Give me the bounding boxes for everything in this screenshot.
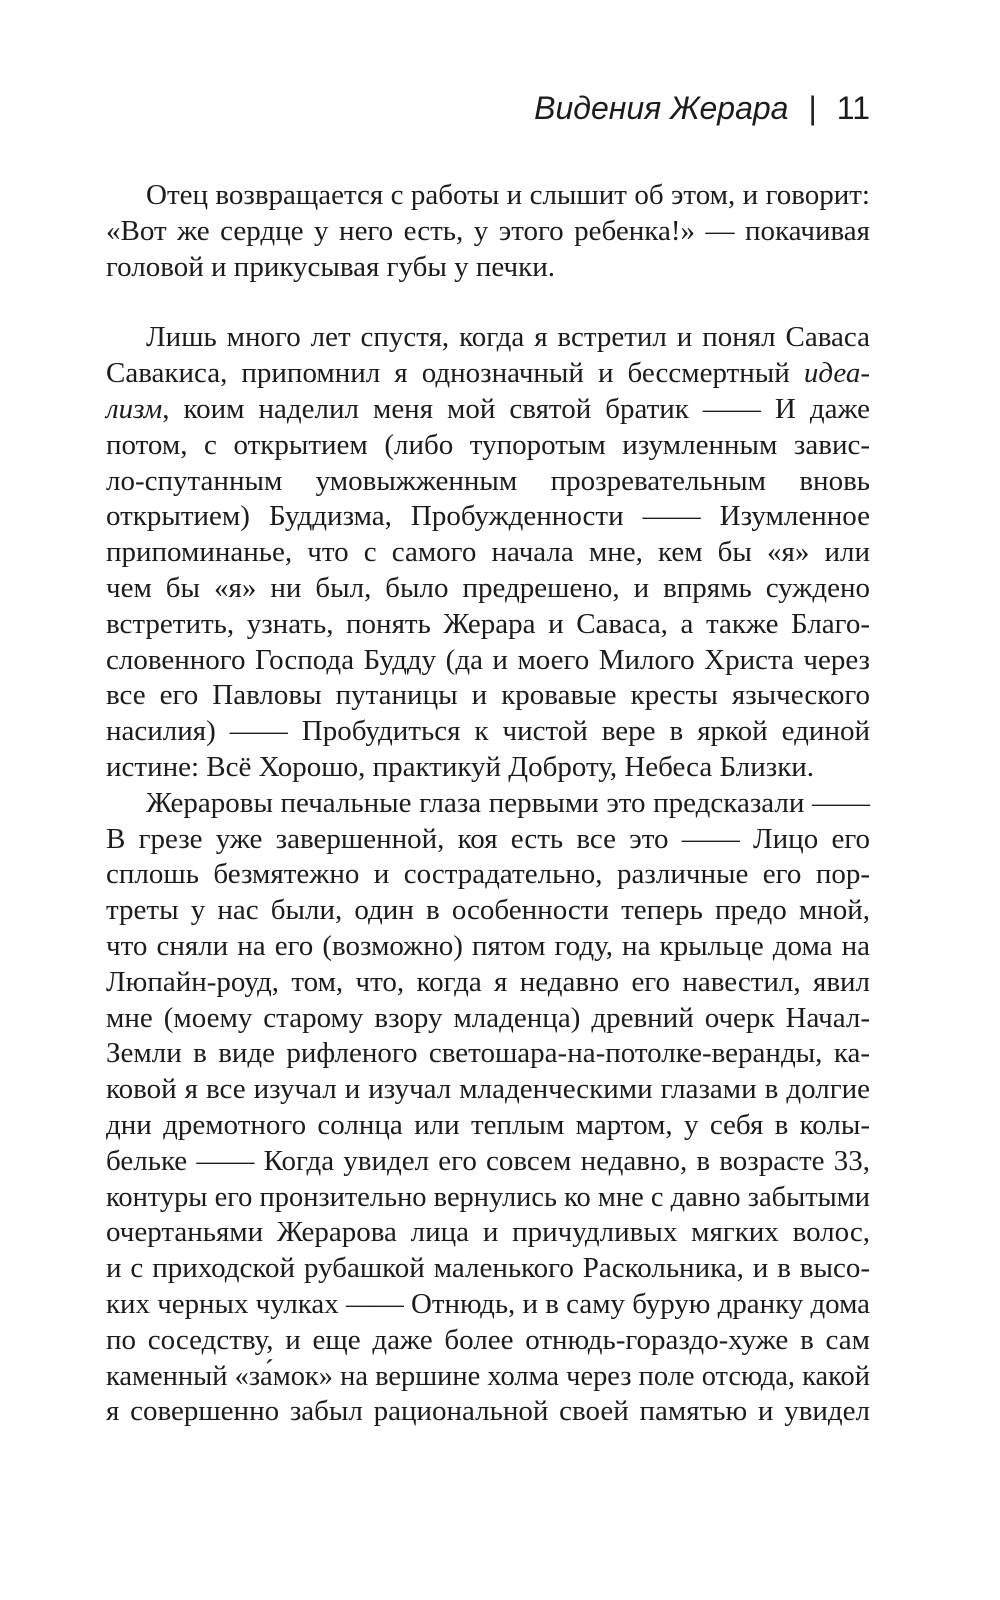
text-line: насилия) —— Пробудиться к чистой вере в яркой единой: [106, 715, 870, 748]
text-line: ло-спутанным умовыжженным прозревательным вновь: [106, 464, 870, 497]
text-line: Люпайн-роуд, том, что, когда я недавно его навестил, явил: [106, 965, 870, 998]
text-run: , коим наделил меня мой святой братик —— И даже: [162, 392, 870, 425]
text-line: потом, с открытием (либо тупоротым изумленным завис-: [106, 428, 870, 461]
text-line: припоминанье, что с самого начала мне, кем бы «я» или: [106, 536, 870, 569]
text-line: встретить, узнать, понять Жерара и Саваса, а также Благо-: [106, 607, 870, 640]
page-number: 11: [836, 90, 870, 126]
text-line: мне (моему старому взору младенца) древний очерк Начал-: [106, 1001, 870, 1034]
italic-word: идеа-: [803, 357, 870, 390]
text-line: ких черных чулках —— Отнюдь, и в саму бурую дранку дома: [106, 1287, 870, 1320]
text-line: Жераровы печальные глаза первыми это предсказали ——: [146, 786, 870, 819]
text-line: ковой я все изучал и изучал младенческими глазами в долгие: [106, 1073, 870, 1106]
text-line: истине: Всё Хорошо, практикуй Доброту, Небеса Близки.: [106, 750, 815, 783]
text-line: чем бы «я» ни был, было предрешено, и впрямь суждено: [106, 571, 870, 604]
text-line: что сняли на его (возможно) пятом году, на крыльце дома на: [106, 929, 870, 962]
text-line: открытием) Буддизма, Пробужденности —— Изумленное: [106, 500, 870, 533]
paragraph-2: [106, 320, 870, 785]
text-line: головой и прикусывая губы у печки.: [106, 250, 556, 283]
text-line: по соседству, и еще даже более отнюдь-гораздо-хуже в сам: [106, 1323, 870, 1356]
text-line: Лишь много лет спустя, когда я встретил и понял Саваса: [146, 321, 870, 354]
italic-word: лизм: [106, 392, 163, 425]
text-line: очертаньями Жерарова лица и причудливых мягких волос,: [106, 1216, 870, 1249]
text-line: В грезе уже завершенной, коя есть все это —— Лицо его: [106, 822, 870, 855]
text-line: сплошь безмятежно и сострадательно, различные его пор-: [106, 858, 870, 891]
text-line: каменный «за́мок» на вершине холма через поле отсюда, какой: [106, 1360, 870, 1392]
running-header: [534, 88, 870, 128]
paragraph-gap: [106, 285, 870, 320]
running-header-title: Видения Жерара: [534, 90, 789, 126]
text-line: словенного Господа Будду (да и моего Милого Христа через: [106, 643, 870, 676]
body-text: [106, 178, 870, 1430]
text-line: я совершенно забыл рациональной своей памятью и увидел: [106, 1395, 870, 1428]
paragraph-3: [106, 786, 870, 1430]
text-line: [106, 356, 870, 392]
text-line: треты у нас были, один в особенности теперь предо мной,: [106, 894, 870, 927]
text-line: бельке —— Когда увидел его совсем недавно, в возрасте 33,: [106, 1144, 870, 1177]
text-line: все его Павловы путаницы и кровавые кресты языческого: [106, 679, 870, 712]
text-run: Савакиса, припомнил я однозначный и бессмертный: [106, 357, 804, 390]
text-line: Отец возвращается с работы и слышит об этом, и говорит:: [146, 179, 870, 211]
header-separator: |: [808, 90, 817, 126]
paragraph-1: [106, 178, 870, 285]
text-line: и с приходской рубашкой маленького Раскольника, и в высо-: [106, 1252, 870, 1285]
text-line: Земли в виде рифленого светошара-на-потолке-веранды, ка-: [106, 1037, 870, 1070]
text-line: контуры его пронзительно вернулись ко мне с давно забытыми: [106, 1181, 870, 1213]
text-line: [106, 392, 870, 428]
text-line: «Вот же сердце у него есть, у этого ребенка!» — покачивая: [106, 214, 870, 247]
text-line: дни дремотного солнца или теплым мартом, у себя в колы-: [106, 1108, 870, 1141]
